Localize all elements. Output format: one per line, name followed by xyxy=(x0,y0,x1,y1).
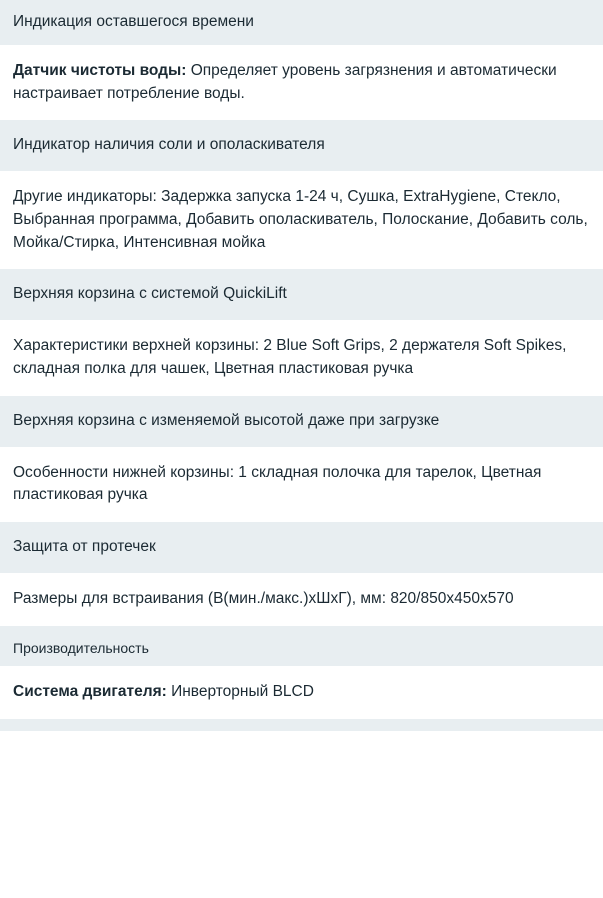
spec-row-text: Защита от протечек xyxy=(13,538,156,556)
spec-row-text: Индикация оставшегося времени xyxy=(13,13,254,30)
spec-row-value: Инверторный BLCD xyxy=(166,682,314,700)
spec-row xyxy=(0,269,603,320)
spec-row xyxy=(0,46,603,120)
spec-row-value: Определяет уровень загрязнения и автоматически настраивает потребление воды. xyxy=(13,61,557,102)
spec-row xyxy=(0,396,603,447)
spec-row xyxy=(0,120,603,171)
spec-row-partial xyxy=(0,719,603,731)
spec-row xyxy=(0,0,603,45)
spec-row-text: Характеристики верхней корзины: 2 Blue Soft Grips, 2 держателя Soft Spikes, складная полка для чашек, Цветная пластиковая ручка xyxy=(13,337,567,378)
spec-row xyxy=(0,574,603,625)
spec-row-text: Размеры для встраивания (В(мин./макс.)хШхГ), мм: 820/850x450x570 xyxy=(13,589,514,607)
spec-row-text: Индикатор наличия соли и ополаскивателя xyxy=(13,136,325,154)
spec-row-label: Датчик чистоты воды: xyxy=(13,61,187,79)
spec-row-text: Особенности нижней корзины: 1 складная полочка для тарелок, Цветная пластиковая ручка xyxy=(13,463,542,504)
section-heading-label: Производительность xyxy=(13,639,149,656)
spec-row-text: Верхняя корзина с системой QuickiLift xyxy=(13,285,287,303)
spec-row xyxy=(0,321,603,395)
spec-row xyxy=(0,172,603,268)
spec-row xyxy=(0,522,603,573)
spec-row-text: Верхняя корзина с изменяемой высотой даже при загрузке xyxy=(13,411,440,429)
section-heading-performance xyxy=(0,626,603,666)
spec-row xyxy=(0,667,603,718)
spec-row-label: Система двигателя: xyxy=(13,682,167,700)
spec-row-text: Другие индикаторы: Задержка запуска 1-24 ч, Сушка, ExtraHygiene, Стекло, Выбранная программа, Добавить ополаскиватель, Полоскание, Добавить соль, Мойка/Стирка, Интенсивная мойка xyxy=(13,188,588,251)
spec-row xyxy=(0,448,603,522)
